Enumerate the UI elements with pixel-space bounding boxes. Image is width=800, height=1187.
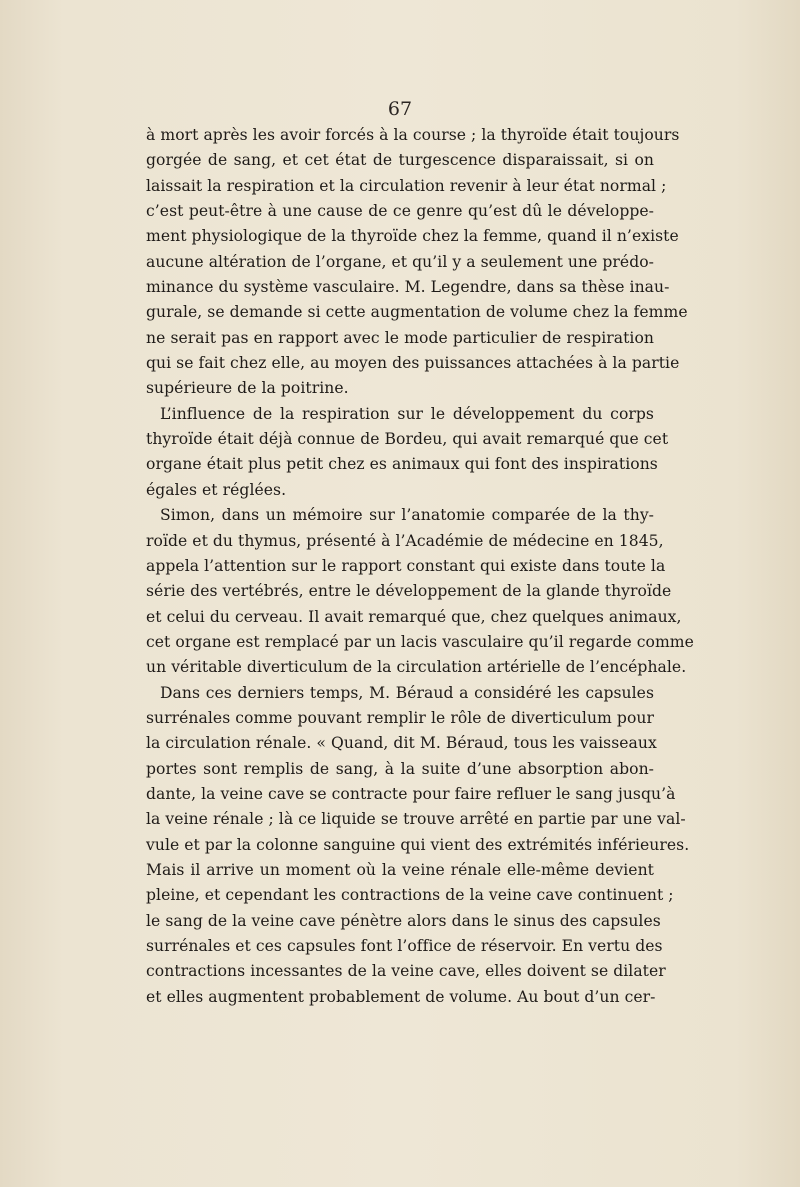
text-line: Simon, dans un mémoire sur l’anatomie comparée de la thy- (160, 506, 654, 525)
text-line: ment physiologique de la thyroïde chez la femme, quand il n’existe (146, 227, 679, 246)
text-line: appela l’attention sur le rapport constant qui existe dans toute la (146, 556, 666, 575)
text-line: organe était plus petit chez es animaux qui font des inspirations (146, 455, 658, 474)
page-number: 67 (387, 98, 413, 120)
text-line: L’influence de la respiration sur le développement du corps (160, 404, 654, 423)
text-line: et celui du cerveau. Il avait remarqué que, chez quelques animaux, (146, 607, 682, 626)
text-line: à mort après les avoir forcés à la course ; la thyroïde était toujours (146, 126, 680, 144)
text-line: minance du système vasculaire. M. Legendre, dans sa thèse inau- (146, 278, 670, 297)
text-line: et elles augmentent probablement de volume. Au bout d’un cer- (146, 987, 656, 1006)
text-line: un véritable diverticulum de la circulation artérielle de l’encéphale. (146, 658, 687, 677)
text-line: gurale, se demande si cette augmentation de volume chez la femme (146, 303, 688, 322)
text-line: Dans ces derniers temps, M. Béraud a considéré les capsules (160, 683, 654, 702)
text-line: laissait la respiration et la circulation revenir à leur état normal ; (146, 176, 667, 195)
paragraph-1 (146, 123, 688, 402)
body-text (146, 123, 694, 1010)
text-line: aucune altération de l’organe, et qu’il y a seulement une prédo- (146, 252, 654, 271)
text-line: thyroïde était déjà connue de Bordeu, qui avait remarqué que cet (146, 430, 669, 449)
paragraph-4 (146, 681, 690, 1010)
text-line: supérieure de la poitrine. (146, 379, 349, 398)
text-line: c’est peut-être à une cause de ce genre qu’est dû le développe- (146, 202, 654, 221)
text-line: cet organe est remplacé par un lacis vasculaire qu’il regarde comme (146, 632, 694, 651)
text-line: surrénales et ces capsules font l’office de réservoir. En vertu des (146, 937, 663, 955)
text-line: égales et réglées. (146, 480, 287, 499)
text-line: gorgée de sang, et cet état de turgescence disparaissait, si on (146, 151, 654, 170)
text-line: dante, la veine cave se contracte pour faire refluer le sang jusqu’à (146, 784, 676, 803)
text-line: pleine, et cependant les contractions de la veine cave continuent ; (146, 886, 674, 905)
text-line: la veine rénale ; là ce liquide se trouve arrêté en partie par une val- (146, 810, 686, 829)
text-line: contractions incessantes de la veine cave, elles doivent se dilater (146, 962, 666, 981)
text-line: portes sont remplis de sang, à la suite d’une absorption abon- (146, 759, 654, 778)
text-line: série des vertébrés, entre le développement de la glande thyroïde (146, 582, 672, 601)
text-line: vule et par la colonne sanguine qui vient des extrémités inférieures. (146, 835, 690, 854)
text-line: qui se fait chez elle, au moyen des puissances attachées à la partie (146, 354, 680, 373)
text-line: surrénales comme pouvant remplir le rôle de diverticulum pour (146, 708, 654, 727)
paragraph-2 (146, 402, 669, 503)
paragraph-3 (146, 503, 694, 680)
text-line: ne serait pas en rapport avec le mode particulier de respiration (146, 328, 654, 347)
text-line: Mais il arrive un moment où la veine rénale elle-même devient (146, 860, 654, 879)
text-line: la circulation rénale. « Quand, dit M. Béraud, tous les vaisseaux (146, 734, 657, 753)
text-line: roïde et du thymus, présenté à l’Académie de médecine en 1845, (146, 531, 664, 550)
text-line: le sang de la veine cave pénètre alors dans le sinus des capsules (146, 911, 661, 930)
